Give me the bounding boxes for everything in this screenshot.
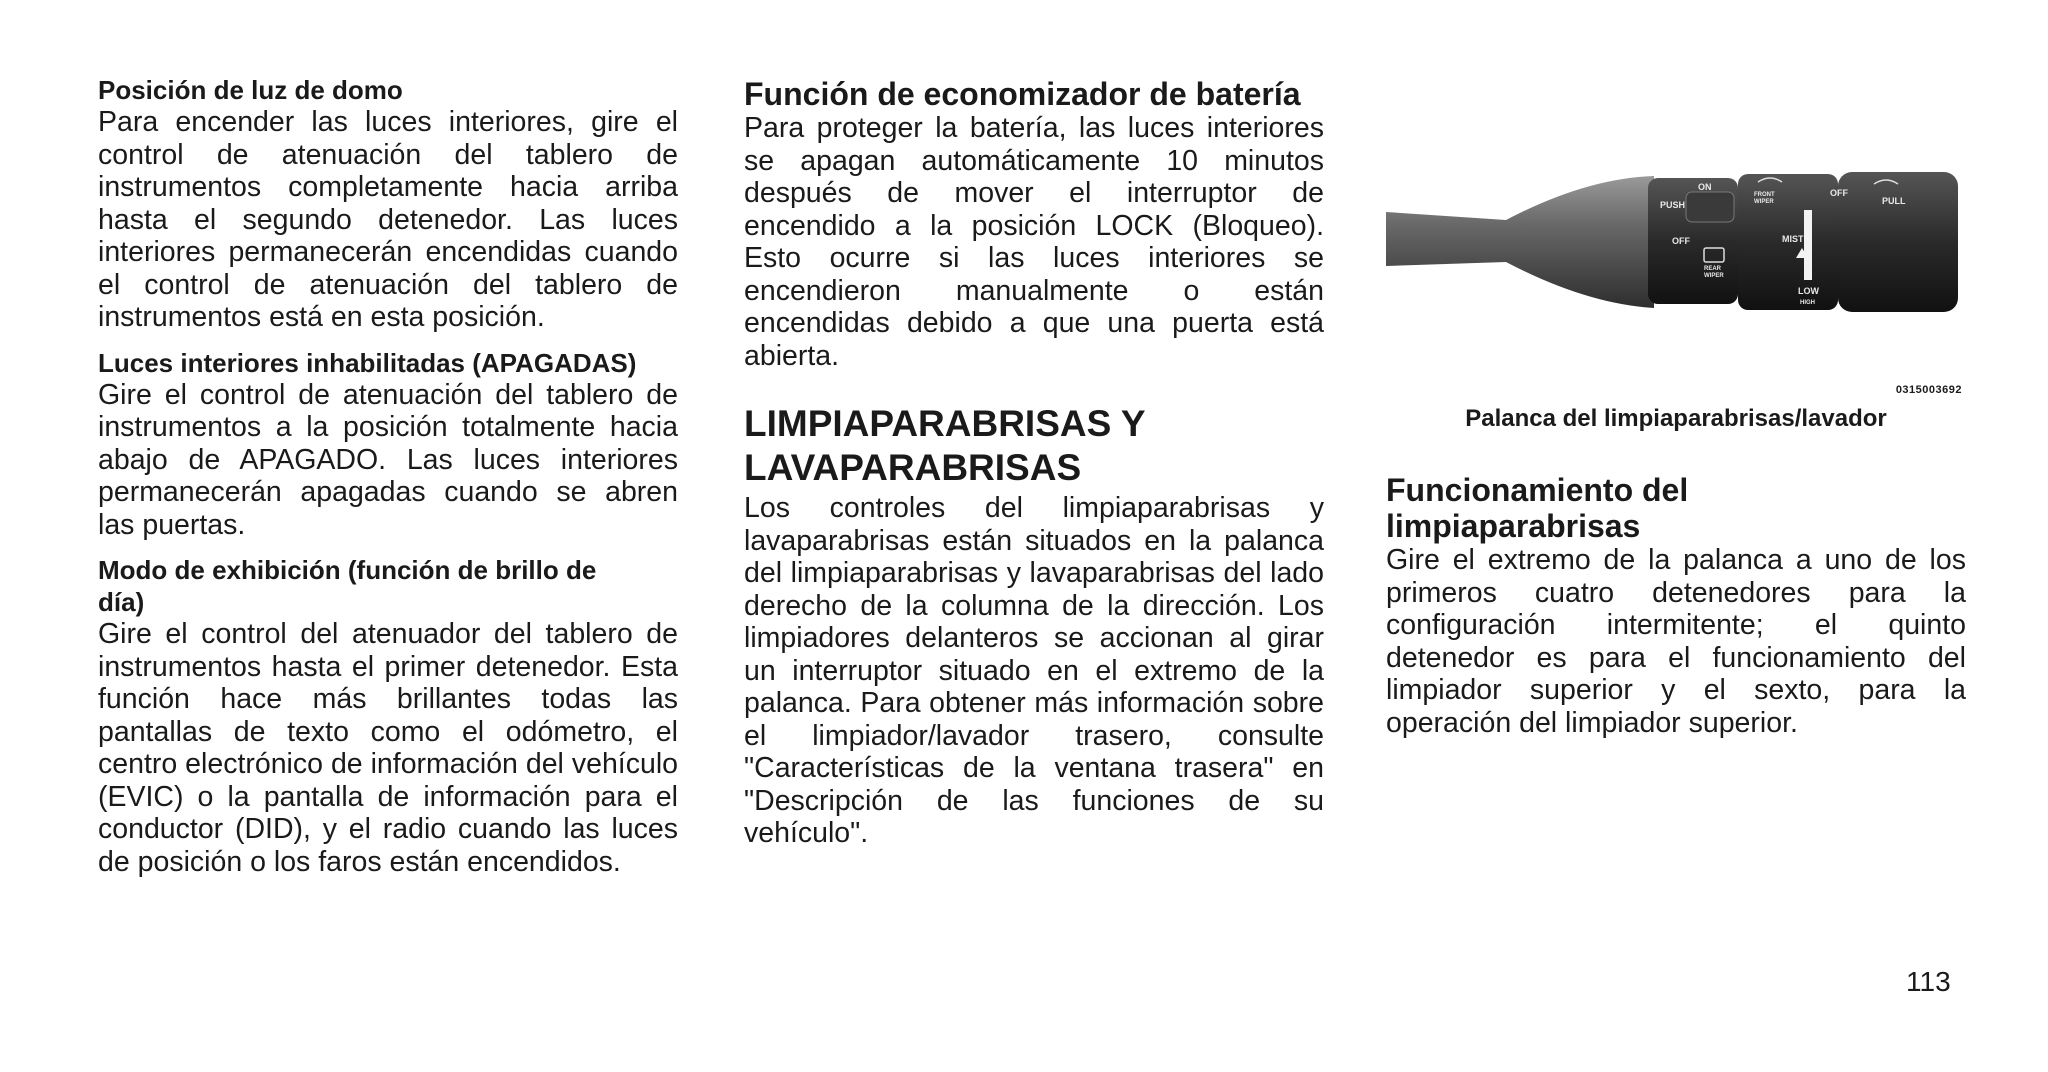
wiper-lever-figure [1386,170,1966,410]
figure-code: 0315003692 [1895,384,1962,396]
label-low: LOW [1798,286,1819,296]
left-column [98,74,678,891]
right-column [1386,80,1966,752]
wipers-title-line2: LAVAPARABRISAS [744,447,1082,488]
wipers-title-line1: LIMPIAPARABRISAS Y [744,403,1146,444]
wiper-operation-heading: Funcionamiento del limpiaparabrisas [1386,472,1689,544]
label-off-right: OFF [1830,188,1848,198]
label-mist: MIST [1782,234,1804,244]
display-mode-heading: Modo de exhibición (función de brillo de día) [98,555,597,617]
wiper-operation-text: Gire el extremo de la palanca a uno de los primeros cuatro detenedores para la configuración intermitente; el quinto detenedor es para el funcionamiento del limpiador superior y el sexto, para la operación del limpiador superior. [1386,544,1966,739]
interior-lights-disabled-heading: Luces interiores inhabilitadas (APAGADAS) [98,347,637,378]
display-mode-text: Gire el control del atenuador del tablero de instrumentos hasta el primer detenedor. Esta función hace más brillantes todas las pantallas de texto como el odómetro, el centro electrónico de información del vehículo (EVIC) o la pantalla de información para el conductor (DID), y el radio cuando las luces de posición o los faros están encendidos. [98,618,678,878]
label-on: ON [1698,182,1712,192]
speed-scale-bar [1804,210,1812,280]
label-front-wiper: FRONT WIPER [1754,192,1775,205]
wipers-description-text: Los controles del limpiaparabrisas y lavaparabrisas están situados en la palanca del limpiaparabrisas y lavaparabrisas del lado derecho de la columna de la dirección. Los limpiadores delanteros se accionan al girar un interruptor situado en el extremo de la palanca. Para obtener más información sobre el limpiador/lavador trasero, consulte "Características de la ventana trasera" en "Descripción de las funciones de su vehículo". [744,492,1324,849]
label-pull: PULL [1882,196,1906,206]
middle-column [744,76,1324,863]
label-high: HIGH [1800,300,1815,306]
push-button [1686,192,1734,222]
figure-caption: Palanca del limpiaparabrisas/lavador [1465,405,1887,432]
label-off-left: OFF [1672,236,1690,246]
lever-end-cap [1838,172,1958,312]
label-push: PUSH [1660,200,1686,210]
interior-lights-disabled-text: Gire el control de atenuación del tablero de instrumentos a la posición totalmente hacia abajo de APAGADO. Las luces interiores permanecerán apagadas cuando se abren las puertas. [98,378,678,541]
lever-stalk [1386,176,1654,308]
battery-saver-heading: Función de economizador de batería [744,76,1301,112]
dome-light-text: Para encender las luces interiores, gire el control de atenuación del tablero de instrumentos completamente hacia arriba hasta el segundo detenedor. Las luces interiores permanecerán encendidas cuando el control de atenuación del tablero de instrumentos está en esta posición. [98,106,678,333]
battery-saver-text: Para proteger la batería, las luces interiores se apagan automáticamente 10 minutos después de mover el interruptor de encendido a la posición LOCK (Bloqueo). Esto ocurre si las luces interiores se encendieron manualmente o están encendidas debido a que una puerta está abierta. [744,112,1324,372]
dome-light-heading: Posición de luz de domo [98,75,403,105]
page-number: 113 [1906,966,1951,997]
wipers-section-title [744,402,1324,490]
label-rear-wiper: REAR WIPER [1704,266,1724,279]
